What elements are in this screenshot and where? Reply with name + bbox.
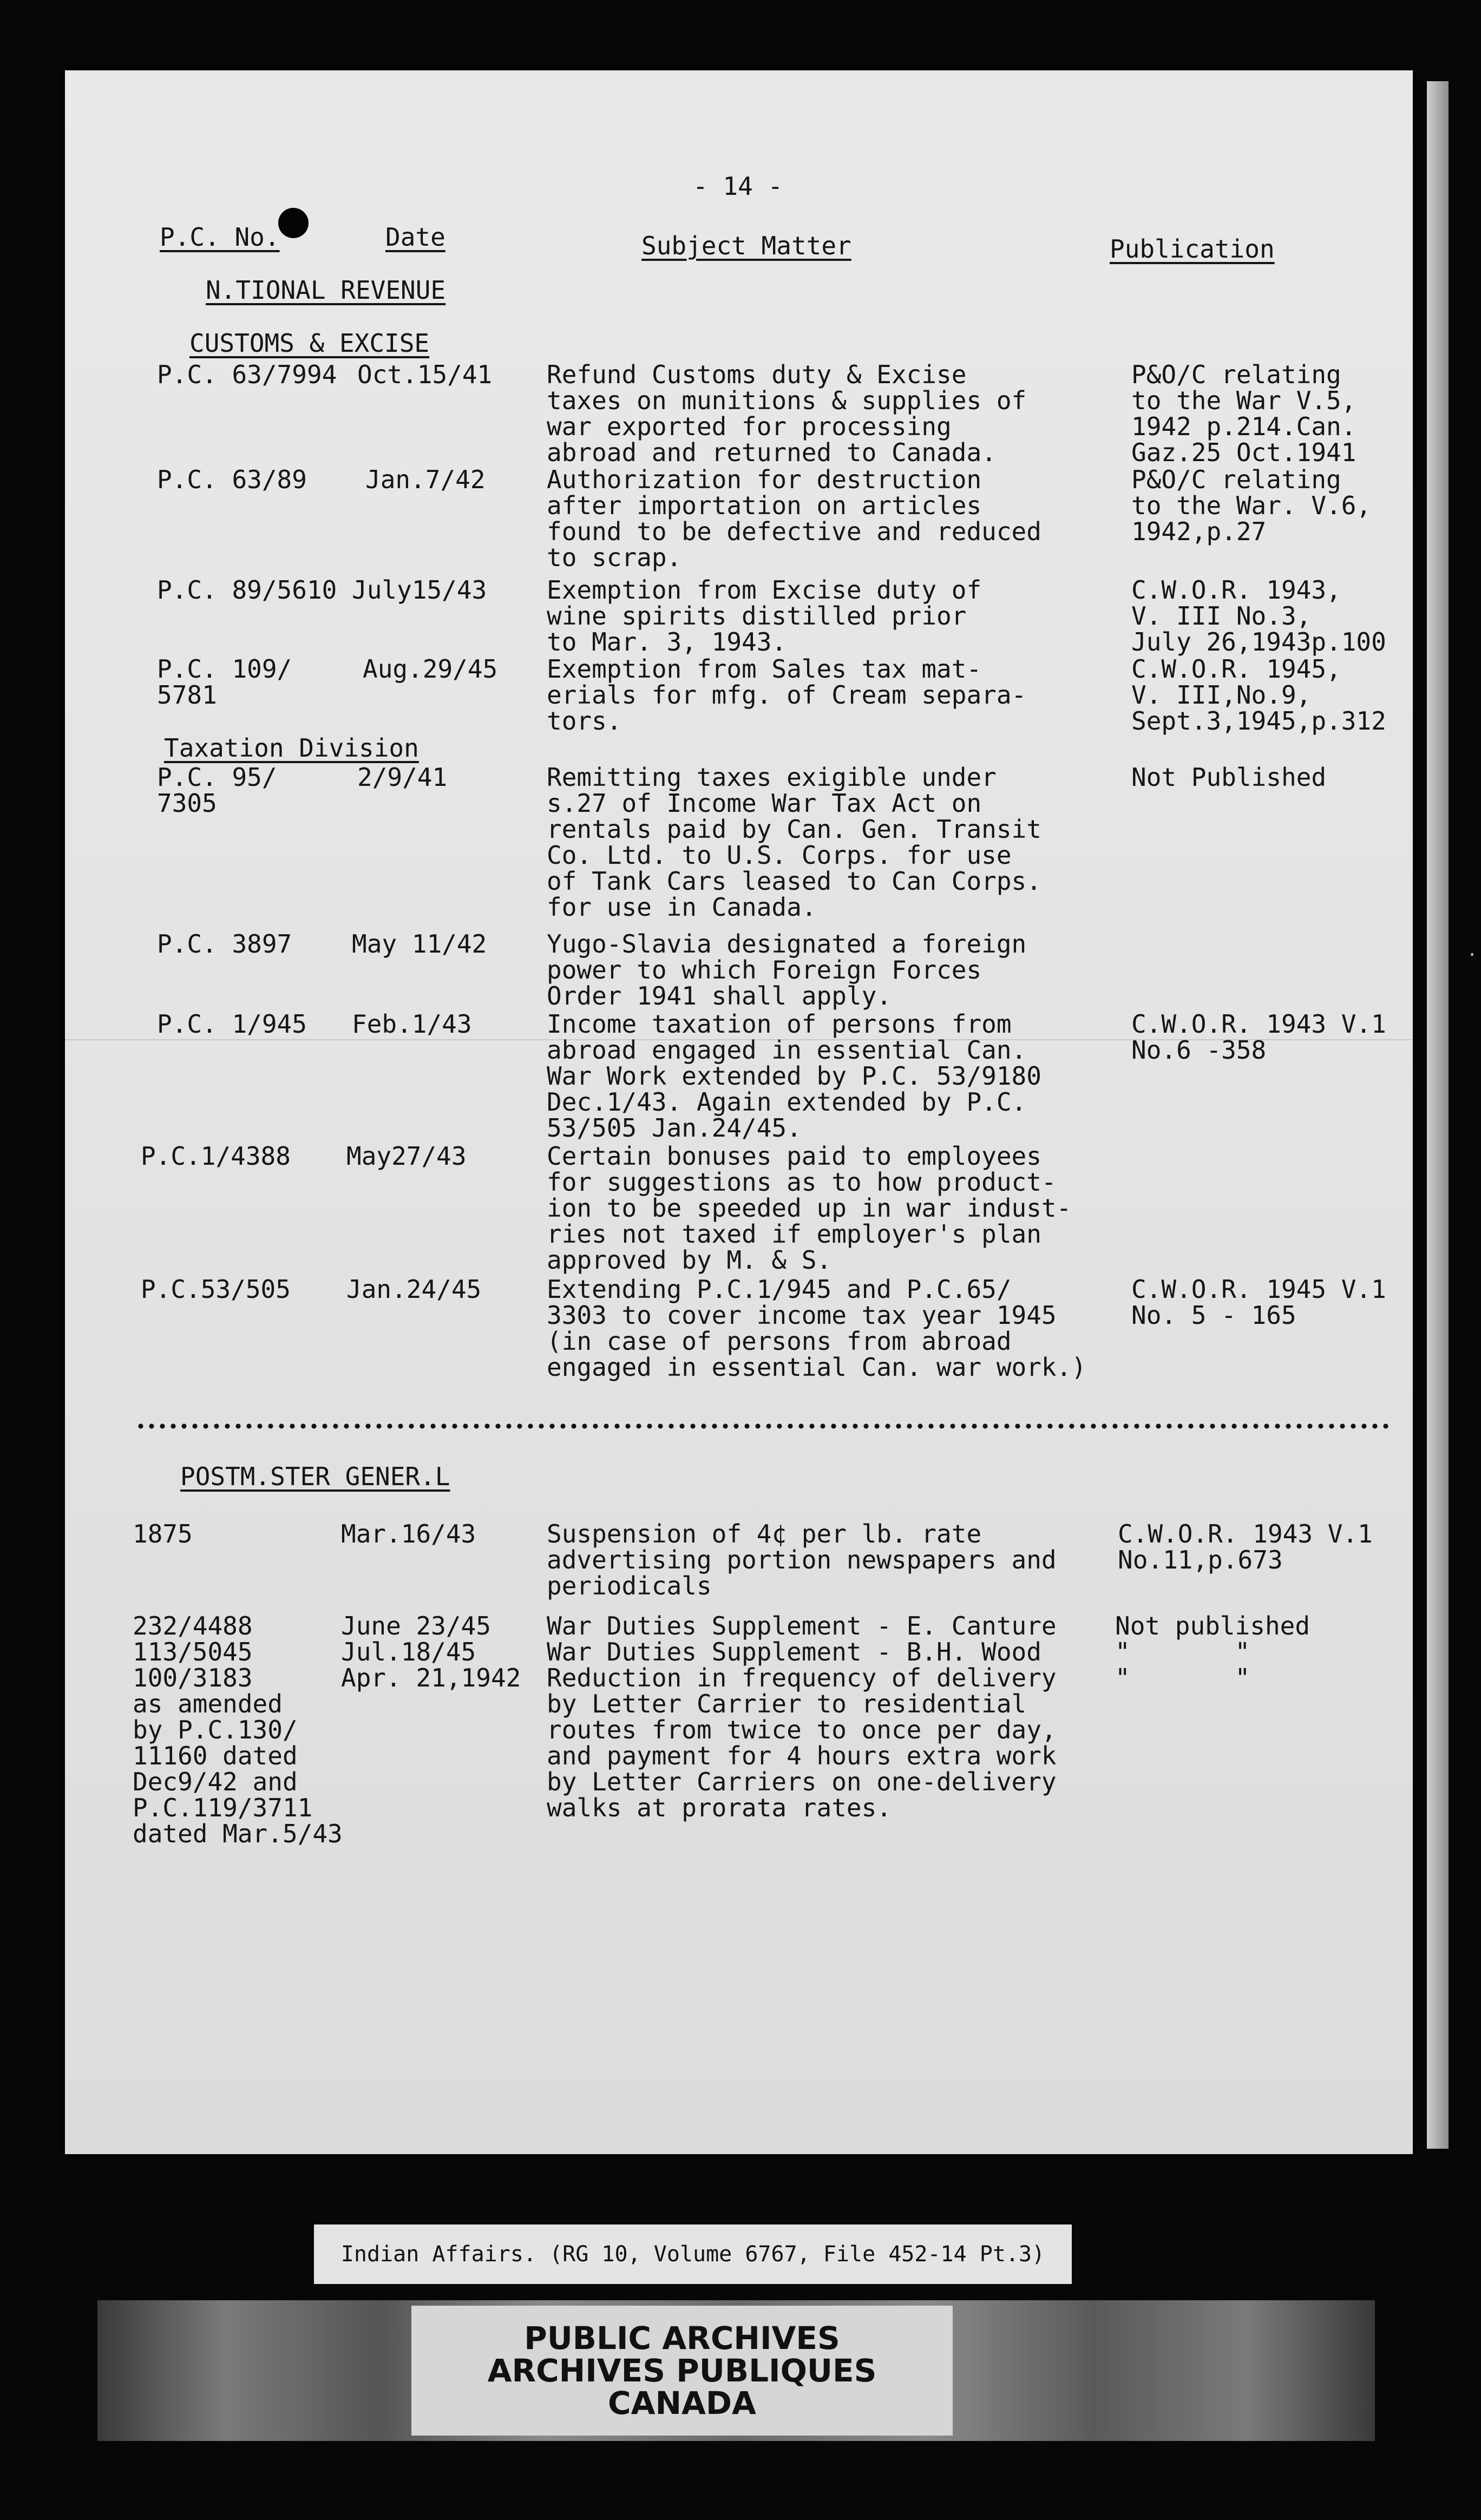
margin-mark: . — [1469, 936, 1476, 961]
subject-matter: abroad engaged in essential Can. — [547, 1035, 1027, 1065]
archive-reference-text: Indian Affairs. (RG 10, Volume 6767, File 452-14 Pt.3) — [340, 2242, 1045, 2267]
subject-matter: engaged in essential Can. war work.) — [547, 1353, 1086, 1382]
subject-matter: periodicals — [547, 1571, 712, 1600]
entry-date: Feb.1/43 — [352, 1009, 472, 1039]
pc-number: 232/4488 — [133, 1611, 253, 1640]
entry-date: Jul.18/45 — [341, 1637, 476, 1666]
publication: Gaz.25 Oct.1941 — [1131, 438, 1357, 467]
section-postmaster-general: POSTM.STER GENER.L — [180, 1462, 450, 1491]
pc-number: 5781 — [157, 680, 217, 710]
publication: C.W.O.R. 1945, — [1131, 654, 1341, 684]
subject-matter: Certain bonuses paid to employees — [547, 1141, 1041, 1171]
subject-matter: Suspension of 4¢ per lb. rate — [547, 1519, 982, 1548]
section-taxation-division: Taxation Division — [164, 733, 419, 763]
pc-number: dated Mar.5/43 — [133, 1819, 343, 1848]
subject-matter: of Tank Cars leased to Can Corps. — [547, 867, 1041, 896]
subject-matter: tors. — [547, 706, 622, 736]
subject-matter: rentals paid by Can. Gen. Transit — [547, 815, 1041, 844]
subject-matter: Reduction in frequency of delivery — [547, 1663, 1057, 1692]
header-pc-no: P.C. No. — [160, 222, 280, 252]
subject-matter: Income taxation of persons from — [547, 1009, 1012, 1039]
subject-matter: for use in Canada. — [547, 892, 817, 922]
subject-matter: after importation on articles — [547, 491, 982, 520]
section-national-revenue: N.TIONAL REVENUE — [206, 275, 446, 305]
publication: to the War. V.6, — [1131, 491, 1372, 520]
subject-matter: found to be defective and reduced — [547, 517, 1041, 546]
publication: V. III,No.9, — [1131, 680, 1312, 710]
entry-date: Apr. 21,1942 — [341, 1663, 521, 1692]
entry-date: Jan.7/42 — [365, 465, 486, 494]
subject-matter: ries not taxed if employer's plan — [547, 1219, 1041, 1249]
subject-matter: Exemption from Excise duty of — [547, 575, 982, 605]
subject-matter: abroad and returned to Canada. — [547, 438, 997, 467]
pc-number: as amended — [133, 1689, 283, 1718]
pc-number: P.C.1/4388 — [141, 1141, 291, 1171]
archive-stamp — [411, 2306, 953, 2436]
subject-matter: taxes on munitions & supplies of — [547, 386, 1027, 415]
header-publication: Publication — [1110, 234, 1275, 264]
pc-number: P.C.119/3711 — [133, 1793, 313, 1822]
publication: No.11,p.673 — [1118, 1545, 1283, 1574]
publication: No.6 -358 — [1131, 1035, 1267, 1065]
publication: P&O/C relating — [1131, 465, 1341, 494]
pc-number: 11160 dated — [133, 1741, 298, 1770]
publication: 1942,p.27 — [1131, 517, 1267, 546]
subject-matter: s.27 of Income War Tax Act on — [547, 789, 982, 818]
stamp-line: ARCHIVES PUBLIQUES — [487, 2352, 877, 2389]
pc-number: P.C. 63/89 — [157, 465, 307, 494]
entry-date: Jan.24/45 — [346, 1275, 482, 1304]
header-subject: Subject Matter — [641, 231, 851, 260]
entry-date: Mar.16/43 — [341, 1519, 476, 1548]
subject-matter: (in case of persons from abroad — [547, 1327, 1012, 1356]
subject-matter: and payment for 4 hours extra work — [547, 1741, 1057, 1770]
entry-date: July15/43 — [352, 575, 487, 605]
publication: C.W.O.R. 1945 V.1 — [1131, 1275, 1386, 1304]
publication: C.W.O.R. 1943 V.1 — [1118, 1519, 1373, 1548]
stamp-line: PUBLIC ARCHIVES — [524, 2320, 840, 2357]
publication: C.W.O.R. 1943 V.1 — [1131, 1009, 1386, 1039]
subject-matter: by Letter Carrier to residential — [547, 1689, 1027, 1718]
pc-number: 1875 — [133, 1519, 193, 1548]
subject-matter: Extending P.C.1/945 and P.C.65/ — [547, 1275, 1012, 1304]
subject-matter: 3303 to cover income tax year 1945 — [547, 1301, 1057, 1330]
publication: C.W.O.R. 1943, — [1131, 575, 1341, 605]
subject-matter: War Work extended by P.C. 53/9180 — [547, 1061, 1041, 1091]
page-number: - 14 - — [693, 172, 783, 201]
subject-matter: Authorization for destruction — [547, 465, 982, 494]
page-edge — [1427, 81, 1449, 2149]
publication: " " — [1115, 1637, 1250, 1666]
entry-date: Oct.15/41 — [357, 360, 493, 389]
section-customs-excise: CUSTOMS & EXCISE — [189, 329, 430, 358]
subject-matter: to Mar. 3, 1943. — [547, 627, 787, 657]
publication: V. III No.3, — [1131, 601, 1312, 631]
subject-matter: war exported for processing — [547, 412, 952, 441]
pc-number: 7305 — [157, 789, 217, 818]
pc-number: P.C. 1/945 — [157, 1009, 307, 1039]
subject-matter: wine spirits distilled prior — [547, 601, 967, 631]
header-date: Date — [385, 222, 445, 252]
entry-date: May 11/42 — [352, 929, 487, 959]
pc-number: Dec9/42 and — [133, 1767, 298, 1796]
entry-date: May27/43 — [346, 1141, 467, 1171]
dotted-separator — [135, 1423, 1391, 1429]
publication: Not published — [1115, 1611, 1310, 1640]
entry-date: Aug.29/45 — [363, 654, 498, 684]
pc-number: P.C. 63/7994 — [157, 360, 337, 389]
entry-date: June 23/45 — [341, 1611, 491, 1640]
subject-matter: erials for mfg. of Cream separa- — [547, 680, 1027, 710]
subject-matter: routes from twice to once per day, — [547, 1715, 1057, 1744]
pc-number: P.C. 3897 — [157, 929, 292, 959]
pc-number: 100/3183 — [133, 1663, 253, 1692]
pc-number: P.C. 95/ — [157, 763, 277, 792]
pc-number: P.C. 109/ — [157, 654, 292, 684]
subject-matter: walks at prorata rates. — [547, 1793, 892, 1822]
publication: No. 5 - 165 — [1131, 1301, 1296, 1330]
publication: 1942 p.214.Can. — [1131, 412, 1357, 441]
stamp-line: CANADA — [608, 2385, 756, 2421]
subject-matter: Yugo-Slavia designated a foreign — [547, 929, 1027, 959]
publication: to the War V.5, — [1131, 386, 1357, 415]
publication: July 26,1943p.100 — [1131, 627, 1386, 657]
punch-hole — [278, 208, 309, 238]
subject-matter: power to which Foreign Forces — [547, 955, 982, 985]
subject-matter: approved by M. & S. — [547, 1245, 832, 1275]
publication: P&O/C relating — [1131, 360, 1341, 389]
publication: " " — [1115, 1663, 1250, 1692]
subject-matter: advertising portion newspapers and — [547, 1545, 1057, 1574]
subject-matter: ion to be speeded up in war indust- — [547, 1193, 1072, 1223]
subject-matter: Refund Customs duty & Excise — [547, 360, 967, 389]
subject-matter: by Letter Carriers on one-delivery — [547, 1767, 1057, 1796]
pc-number: P.C. 89/5610 — [157, 575, 337, 605]
pc-number: 113/5045 — [133, 1637, 253, 1666]
publication: Not Published — [1131, 763, 1327, 792]
pc-number: P.C.53/505 — [141, 1275, 291, 1304]
subject-matter: Remitting taxes exigible under — [547, 763, 997, 792]
subject-matter: War Duties Supplement - B.H. Wood — [547, 1637, 1041, 1666]
entry-date: 2/9/41 — [357, 763, 448, 792]
subject-matter: Exemption from Sales tax mat- — [547, 654, 982, 684]
subject-matter: Dec.1/43. Again extended by P.C. — [547, 1087, 1027, 1117]
subject-matter: Co. Ltd. to U.S. Corps. for use — [547, 841, 1012, 870]
subject-matter: 53/505 Jan.24/45. — [547, 1113, 802, 1143]
archive-reference-label — [314, 2224, 1072, 2284]
subject-matter: to scrap. — [547, 543, 682, 572]
subject-matter: War Duties Supplement - E. Canture — [547, 1611, 1057, 1640]
publication: Sept.3,1945,p.312 — [1131, 706, 1386, 736]
subject-matter: for suggestions as to how product- — [547, 1167, 1057, 1197]
pc-number: by P.C.130/ — [133, 1715, 298, 1744]
subject-matter: Order 1941 shall apply. — [547, 981, 892, 1010]
